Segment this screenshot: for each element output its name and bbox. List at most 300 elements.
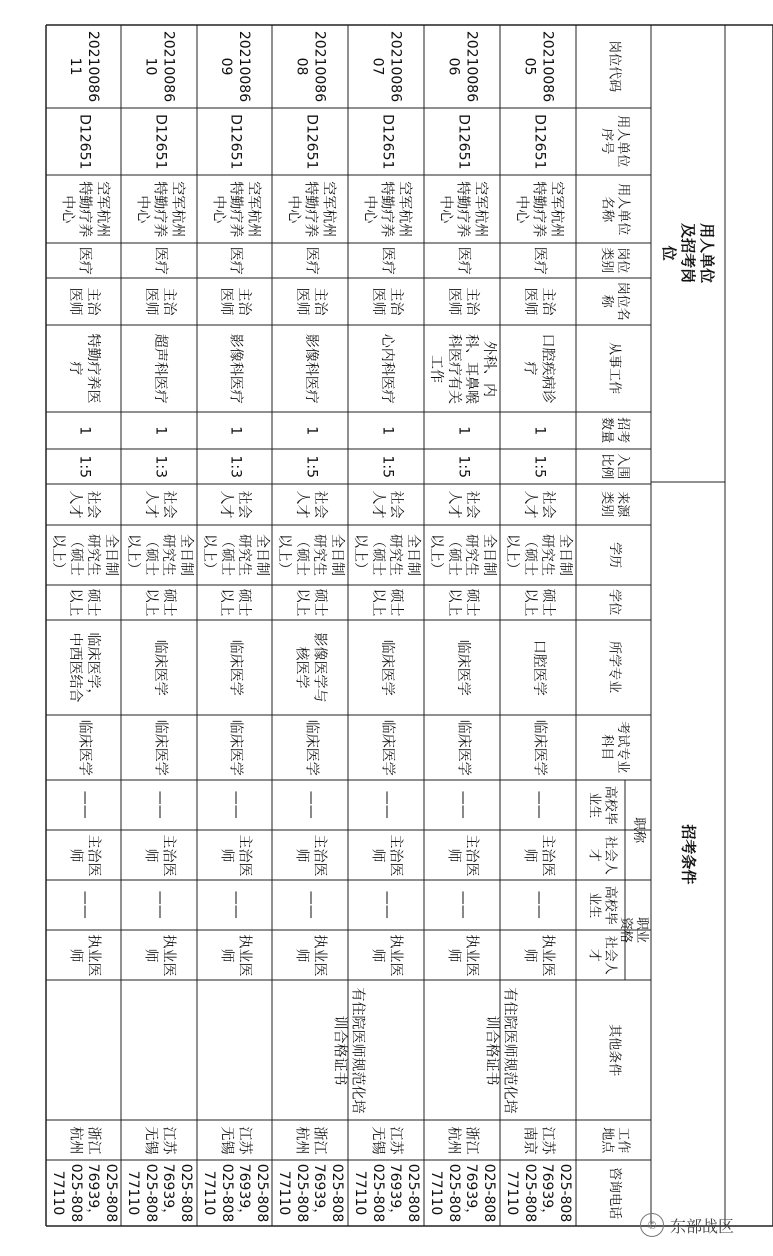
row-6-source [121, 484, 197, 525]
row-3-title_grad-text: —— [378, 791, 395, 819]
row-6-unit_code-text: D12651 [151, 113, 168, 170]
row-5-unit_code-text: D12651 [227, 113, 244, 170]
other-block-2-text: 有住院医师规范化培训合格证书 [332, 987, 366, 1113]
row-4-education-text: 全日制研究生（硕士以上） [276, 534, 345, 576]
row-1-qual_grad [500, 880, 576, 930]
header-qualification-group [617, 880, 651, 980]
wechat-icon: ✆ [640, 1213, 664, 1237]
row-6-degree [121, 585, 197, 620]
row-6-source-text: 社会人才 [143, 490, 177, 519]
row-6-count-text: 1 [151, 426, 168, 435]
row-7-title_social [46, 830, 121, 880]
row-2-title_grad-text: —— [454, 791, 471, 819]
row-6-name-text: 主治医师 [143, 287, 177, 316]
row-2-exam-text: 临床医学 [454, 719, 471, 776]
header-other-text: 其他条件 [606, 1023, 622, 1076]
row-1-major-text: 口腔医学 [530, 639, 547, 696]
row-1-exam [500, 715, 576, 780]
row-4-code [272, 25, 348, 108]
row-3-ratio [348, 449, 424, 484]
row-5-degree-text: 硕士以上 [218, 588, 252, 617]
row-3-unit_code [348, 108, 424, 175]
row-5-count-text: 1 [227, 426, 244, 435]
row-2-qual_grad-text: —— [454, 891, 471, 919]
row-2-count [424, 412, 500, 449]
header-ratio-text: 入围比例 [598, 453, 630, 480]
row-1-qual_social-text: 执业医师 [522, 934, 556, 976]
row-2-phone [424, 1160, 500, 1226]
header-title_social-text: 社会人才 [585, 835, 617, 875]
row-6-ratio-text: 1:3 [151, 455, 168, 478]
row-5-ratio [197, 449, 272, 484]
group-header-employer-text: 用人单位及招考岗位 [660, 223, 717, 284]
row-6-exam [121, 715, 197, 780]
row-7-phone [46, 1160, 121, 1226]
row-6-degree-text: 硕士以上 [143, 588, 177, 617]
header-qualification-group-text: 职业资格 [617, 917, 649, 944]
header-unit_name-text: 用人单位名称 [598, 182, 630, 235]
header-title-group-text: 职称 [631, 817, 647, 844]
row-7-degree-text: 硕士以上 [67, 588, 101, 617]
row-1-title_social [500, 830, 576, 880]
row-4-qual_social-text: 执业医师 [294, 934, 328, 976]
row-4-unit_code [272, 108, 348, 175]
row-6-name [121, 278, 197, 325]
row-1-title_social-text: 主治医师 [522, 834, 556, 876]
row-7-title_social-text: 主治医师 [67, 834, 101, 876]
header-title_grad [576, 780, 625, 830]
row-1-degree [500, 585, 576, 620]
row-5-title_grad [197, 780, 272, 830]
row-7-education [46, 525, 121, 585]
row-1-work-text: 口腔疾病诊疗 [522, 333, 556, 404]
row-3-code-text: 2021008607 [370, 30, 404, 103]
row-4-degree-text: 硕士以上 [294, 588, 328, 617]
row-4-location [272, 1120, 348, 1160]
row-1-degree-text: 硕士以上 [522, 588, 556, 617]
row-3-title_social-text: 主治医师 [370, 834, 404, 876]
row-3-major [348, 620, 424, 715]
row-4-qual_grad-text: —— [302, 891, 319, 919]
row-4-unit_code-text: D12651 [302, 113, 319, 170]
row-4-source-text: 社会人才 [294, 490, 328, 519]
row-1-source-text: 社会人才 [522, 490, 556, 519]
row-2-ratio [424, 449, 500, 484]
row-2-phone-text: 025-80876939，025-80877110 [428, 1163, 497, 1223]
row-1-ratio [500, 449, 576, 484]
row-5-exam-text: 临床医学 [227, 719, 244, 776]
row-4-work [272, 325, 348, 412]
header-major-text: 所学专业 [606, 641, 622, 694]
row-7-title_grad-text: —— [76, 791, 93, 819]
header-code [576, 25, 651, 108]
row-4-count-text: 1 [302, 426, 319, 435]
row-6-title_social-text: 主治医师 [143, 834, 177, 876]
row-3-qual_grad-text: —— [378, 891, 395, 919]
header-title_social [576, 830, 625, 880]
header-exam-text: 考试专业科目 [598, 721, 630, 774]
other-block-2 [272, 980, 424, 1120]
row-2-unit_name [424, 175, 500, 243]
row-5-category [197, 243, 272, 278]
row-2-source [424, 484, 500, 525]
row-5-unit_name-text: 空军杭州特勤疗养中心 [209, 181, 261, 237]
row-6-category [121, 243, 197, 278]
row-2-work [424, 325, 500, 412]
row-6-ratio [121, 449, 197, 484]
header-work-text: 从事工作 [606, 342, 622, 395]
row-3-source-text: 社会人才 [370, 490, 404, 519]
row-5-qual_grad [197, 880, 272, 930]
row-7-category [46, 243, 121, 278]
row-1-location [500, 1120, 576, 1160]
row-7-qual_social-text: 执业医师 [67, 934, 101, 976]
row-6-title_grad [121, 780, 197, 830]
row-7-location [46, 1120, 121, 1160]
row-7-unit_name [46, 175, 121, 243]
group-header-employer [651, 25, 725, 482]
row-3-name-text: 主治医师 [370, 287, 404, 316]
row-3-count [348, 412, 424, 449]
row-1-education-text: 全日制研究生（硕士以上） [504, 534, 573, 576]
row-4-unit_name [272, 175, 348, 243]
row-4-qual_social [272, 930, 348, 980]
row-2-work-text: 外科、内科、耳鼻喉科医疗有关工作 [428, 333, 497, 404]
row-4-count [272, 412, 348, 449]
row-4-unit_name-text: 空军杭州特勤疗养中心 [285, 181, 337, 237]
row-6-qual_social-text: 执业医师 [143, 934, 177, 976]
row-7-unit_code-text: D12651 [76, 113, 93, 170]
row-5-qual_grad-text: —— [227, 891, 244, 919]
row-1-unit_name-text: 空军杭州特勤疗养中心 [513, 181, 565, 237]
row-1-category [500, 243, 576, 278]
row-5-degree [197, 585, 272, 620]
watermark-text: 东部战区 [670, 1216, 735, 1236]
row-5-location-text: 江苏无锡 [218, 1126, 252, 1154]
row-1-major [500, 620, 576, 715]
row-4-ratio-text: 1:5 [302, 455, 319, 478]
row-3-category [348, 243, 424, 278]
row-5-location [197, 1120, 272, 1160]
row-1-title_grad [500, 780, 576, 830]
row-1-phone-text: 025-80876939，025-80877110 [504, 1163, 573, 1223]
row-3-title_social [348, 830, 424, 880]
row-6-code-text: 2021008610 [143, 30, 177, 103]
row-3-name [348, 278, 424, 325]
row-6-count [121, 412, 197, 449]
row-6-qual_grad-text: —— [151, 891, 168, 919]
header-category [576, 243, 651, 278]
row-3-ratio-text: 1:5 [378, 455, 395, 478]
row-2-major [424, 620, 500, 715]
header-education-text: 学历 [606, 541, 622, 568]
row-4-ratio [272, 449, 348, 484]
row-7-qual_grad [46, 880, 121, 930]
header-code-text: 岗位代码 [606, 40, 622, 93]
row-3-category-text: 医疗 [378, 246, 395, 275]
row-5-name-text: 主治医师 [218, 287, 252, 316]
header-qual_grad-text: 高校毕业生 [585, 885, 617, 925]
row-4-category [272, 243, 348, 278]
row-2-source-text: 社会人才 [446, 490, 480, 519]
row-1-work [500, 325, 576, 412]
row-3-work [348, 325, 424, 412]
header-category-text: 岗位类别 [598, 247, 630, 274]
row-6-qual_grad [121, 880, 197, 930]
row-7-exam-text: 临床医学 [76, 719, 93, 776]
row-5-title_social-text: 主治医师 [218, 834, 252, 876]
row-4-name [272, 278, 348, 325]
header-location [576, 1120, 651, 1160]
header-education [576, 525, 651, 585]
row-1-qual_grad-text: —— [530, 891, 547, 919]
header-unit_name [576, 175, 651, 243]
row-7-unit_code [46, 108, 121, 175]
row-5-source-text: 社会人才 [218, 490, 252, 519]
header-source [576, 484, 651, 525]
row-3-education [348, 525, 424, 585]
row-7-name [46, 278, 121, 325]
row-3-exam-text: 临床医学 [378, 719, 395, 776]
row-5-exam [197, 715, 272, 780]
header-ratio [576, 449, 651, 484]
other-block-1-text: 有住院医师规范化培训合格证书 [484, 987, 518, 1113]
row-4-degree [272, 585, 348, 620]
header-work [576, 325, 651, 412]
row-5-qual_social-text: 执业医师 [218, 934, 252, 976]
row-6-title_social [121, 830, 197, 880]
group-header-conditions-text: 招考条件 [679, 823, 698, 884]
row-1-education [500, 525, 576, 585]
row-3-qual_social [348, 930, 424, 980]
row-3-title_grad [348, 780, 424, 830]
row-4-name-text: 主治医师 [294, 287, 328, 316]
row-4-source [272, 484, 348, 525]
row-2-code-text: 2021008606 [446, 30, 480, 103]
row-5-qual_social [197, 930, 272, 980]
row-6-unit_name-text: 空军杭州特勤疗养中心 [134, 181, 186, 237]
header-title_grad-text: 高校毕业生 [585, 785, 617, 825]
row-5-work-text: 影像科医疗 [227, 333, 244, 404]
row-6-exam-text: 临床医学 [151, 719, 168, 776]
row-7-code-text: 2021008611 [67, 30, 101, 103]
row-5-title_social [197, 830, 272, 880]
row-4-major-text: 影像医学与核医学 [294, 632, 328, 703]
row-7-name-text: 主治医师 [67, 287, 101, 316]
row-3-exam [348, 715, 424, 780]
row-6-code [121, 25, 197, 108]
header-name-text: 岗位名称 [598, 281, 630, 321]
row-4-major [272, 620, 348, 715]
row-7-degree [46, 585, 121, 620]
row-5-category-text: 医疗 [227, 246, 244, 275]
row-1-phone [500, 1160, 576, 1226]
row-3-major-text: 临床医学 [378, 639, 395, 696]
row-5-education-text: 全日制研究生（硕士以上） [201, 534, 270, 576]
row-4-code-text: 2021008608 [294, 30, 328, 103]
row-7-work-text: 特勤疗养医疗 [67, 333, 101, 404]
row-7-unit_name-text: 空军杭州特勤疗养中心 [58, 181, 110, 237]
row-6-work [121, 325, 197, 412]
row-1-code-text: 2021008605 [522, 30, 556, 103]
row-7-count [46, 412, 121, 449]
row-2-title_social-text: 主治医师 [446, 834, 480, 876]
row-1-title_grad-text: —— [530, 791, 547, 819]
row-4-qual_grad [272, 880, 348, 930]
row-3-unit_name [348, 175, 424, 243]
row-2-qual_social [424, 930, 500, 980]
row-5-unit_code [197, 108, 272, 175]
row-2-unit_code [424, 108, 500, 175]
row-7-phone-text: 025-80876939，025-80877110 [50, 1163, 119, 1223]
row-3-location [348, 1120, 424, 1160]
row-7-major [46, 620, 121, 715]
row-3-degree [348, 585, 424, 620]
row-3-degree-text: 硕士以上 [370, 588, 404, 617]
header-name [576, 278, 651, 325]
row-2-exam [424, 715, 500, 780]
row-2-name-text: 主治医师 [446, 287, 480, 316]
row-7-exam [46, 715, 121, 780]
row-7-source [46, 484, 121, 525]
row-1-qual_social [500, 930, 576, 980]
header-unit_code-text: 用人单位序号 [598, 115, 630, 168]
row-6-major [121, 620, 197, 715]
row-7-location-text: 浙江杭州 [67, 1126, 101, 1154]
row-7-ratio [46, 449, 121, 484]
row-4-title_social [272, 830, 348, 880]
row-5-code-text: 2021008609 [218, 30, 252, 103]
row-2-degree-text: 硕士以上 [446, 588, 480, 617]
row-5-phone-text: 025-80876939，025-80877110 [201, 1163, 270, 1223]
other-block-1 [424, 980, 576, 1120]
row-3-location-text: 江苏无锡 [370, 1126, 404, 1154]
row-2-qual_grad [424, 880, 500, 930]
row-4-education [272, 525, 348, 585]
row-4-phone [272, 1160, 348, 1226]
row-2-code [424, 25, 500, 108]
row-3-qual_grad [348, 880, 424, 930]
row-7-title_grad [46, 780, 121, 830]
row-6-major-text: 临床医学 [151, 639, 168, 696]
row-2-major-text: 临床医学 [454, 639, 471, 696]
row-3-count-text: 1 [378, 426, 395, 435]
header-degree [576, 585, 651, 620]
row-2-unit_name-text: 空军杭州特勤疗养中心 [437, 181, 489, 237]
row-3-qual_social-text: 执业医师 [370, 934, 404, 976]
row-7-qual_grad-text: —— [76, 891, 93, 919]
row-4-title_grad-text: —— [302, 791, 319, 819]
row-4-title_grad [272, 780, 348, 830]
row-7-category-text: 医疗 [76, 246, 93, 275]
row-1-category-text: 医疗 [530, 246, 547, 275]
row-1-location-text: 江苏南京 [522, 1126, 556, 1154]
row-1-name-text: 主治医师 [522, 287, 556, 316]
row-7-count-text: 1 [76, 426, 93, 435]
row-3-phone-text: 025-80876939，025-80877110 [352, 1163, 421, 1223]
row-2-degree [424, 585, 500, 620]
row-1-ratio-text: 1:5 [530, 455, 547, 478]
row-6-unit_code [121, 108, 197, 175]
row-3-unit_code-text: D12651 [378, 113, 395, 170]
row-7-work [46, 325, 121, 412]
row-2-education-text: 全日制研究生（硕士以上） [428, 534, 497, 576]
group-header-conditions [651, 482, 725, 1226]
row-5-work [197, 325, 272, 412]
row-1-unit_code [500, 108, 576, 175]
row-2-category-text: 医疗 [454, 246, 471, 275]
row-6-education-text: 全日制研究生（硕士以上） [125, 534, 194, 576]
row-6-qual_social [121, 930, 197, 980]
header-location-text: 工作地点 [598, 1126, 630, 1153]
row-2-education [424, 525, 500, 585]
row-4-category-text: 医疗 [302, 246, 319, 275]
row-4-title_social-text: 主治医师 [294, 834, 328, 876]
row-4-work-text: 影像科医疗 [302, 333, 319, 404]
row-5-code [197, 25, 272, 108]
row-5-major [197, 620, 272, 715]
row-5-count [197, 412, 272, 449]
header-qual_social-text: 社会人才 [585, 935, 617, 975]
row-1-code [500, 25, 576, 108]
row-5-major-text: 临床医学 [227, 639, 244, 696]
row-1-count-text: 1 [530, 426, 547, 435]
row-1-unit_name [500, 175, 576, 243]
row-6-phone-text: 025-80876939，025-80877110 [125, 1163, 194, 1223]
header-exam [576, 715, 651, 780]
row-7-source-text: 社会人才 [67, 490, 101, 519]
row-2-qual_social-text: 执业医师 [446, 934, 480, 976]
row-1-name [500, 278, 576, 325]
row-4-exam [272, 715, 348, 780]
row-7-major-text: 临床医学，中西医结合 [67, 632, 101, 703]
row-6-work-text: 超声科医疗 [151, 333, 168, 404]
row-6-phone [121, 1160, 197, 1226]
header-major [576, 620, 651, 715]
row-6-location-text: 江苏无锡 [143, 1126, 177, 1154]
row-5-name [197, 278, 272, 325]
row-2-unit_code-text: D12651 [454, 113, 471, 170]
row-3-phone [348, 1160, 424, 1226]
row-6-location [121, 1120, 197, 1160]
row-4-exam-text: 临床医学 [302, 719, 319, 776]
row-3-unit_name-text: 空军杭州特勤疗养中心 [361, 181, 413, 237]
row-5-title_grad-text: —— [227, 791, 244, 819]
header-other [576, 980, 651, 1120]
row-6-education [121, 525, 197, 585]
row-2-title_grad [424, 780, 500, 830]
row-3-code [348, 25, 424, 108]
row-4-location-text: 浙江杭州 [294, 1126, 328, 1154]
row-5-source [197, 484, 272, 525]
row-5-education [197, 525, 272, 585]
header-count [576, 412, 651, 449]
row-1-source [500, 484, 576, 525]
row-1-unit_code-text: D12651 [530, 113, 547, 170]
row-7-education-text: 全日制研究生（硕士以上） [50, 534, 119, 576]
row-5-phone [197, 1160, 272, 1226]
row-2-location [424, 1120, 500, 1160]
row-2-title_social [424, 830, 500, 880]
row-7-code [46, 25, 121, 108]
row-2-category [424, 243, 500, 278]
header-degree-text: 学位 [606, 589, 622, 616]
row-2-count-text: 1 [454, 426, 471, 435]
watermark [640, 1210, 760, 1240]
header-count-text: 招考数量 [598, 417, 630, 444]
row-1-exam-text: 临床医学 [530, 719, 547, 776]
row-2-location-text: 浙江杭州 [446, 1126, 480, 1154]
